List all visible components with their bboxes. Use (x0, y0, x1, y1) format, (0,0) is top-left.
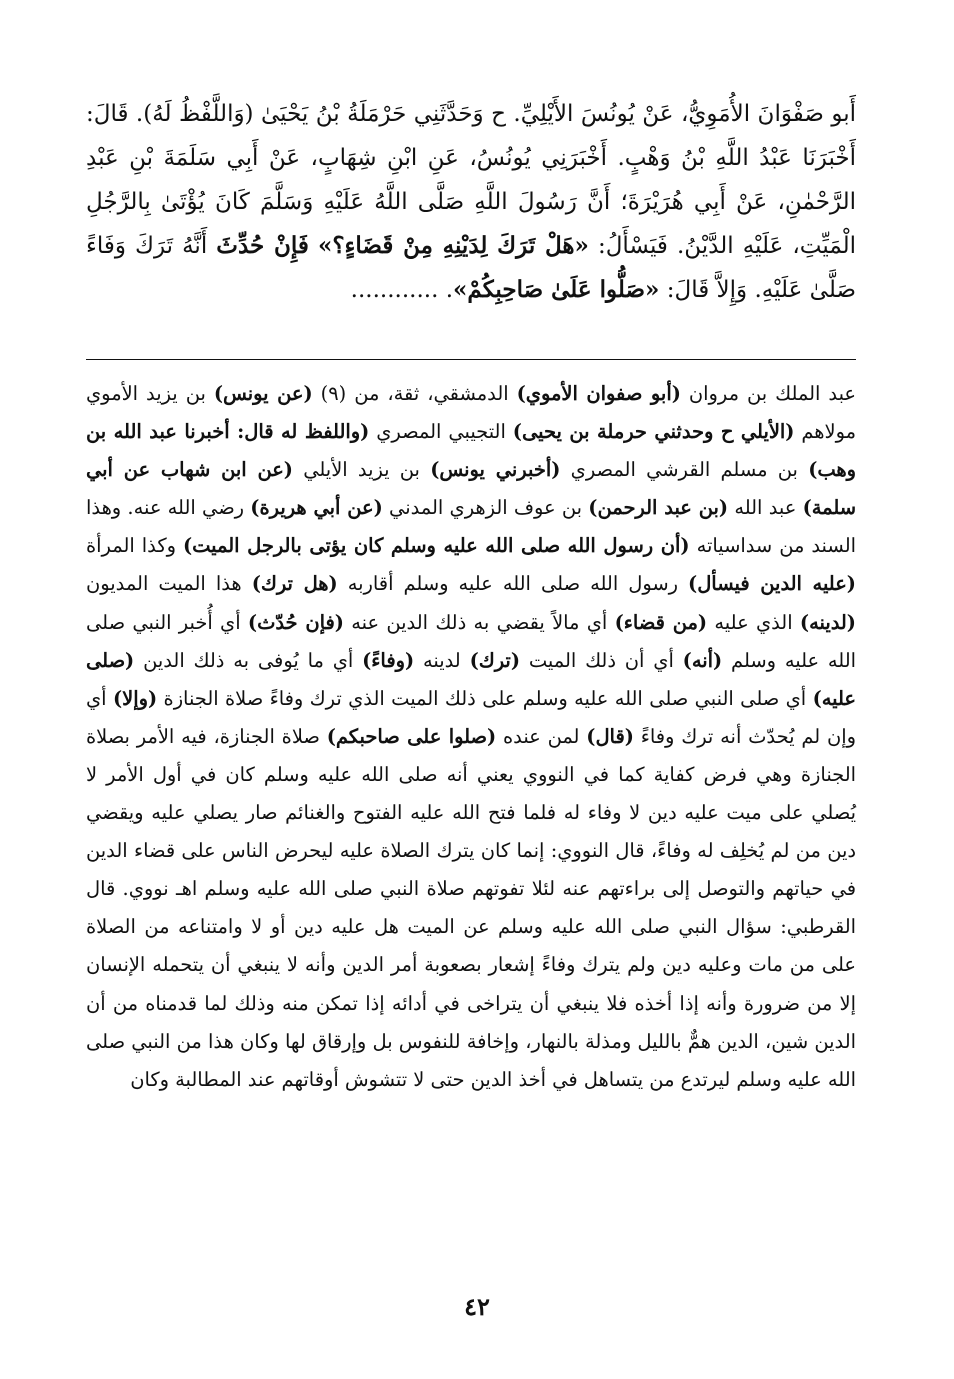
commentary-bold-segment: (هل ترك) (251, 572, 338, 596)
commentary-bold-segment: (صلى عليه) (86, 648, 856, 710)
footnote-separator (86, 359, 856, 360)
commentary-segment: بن مسلم القرشي المصري (560, 458, 809, 482)
commentary-bold-segment: (عن يونس) (213, 382, 313, 405)
hadith-paragraph (86, 92, 856, 312)
commentary-segment: الدمشقي، ثقة، من (٩) (312, 382, 517, 405)
commentary-segment: عبد الملك بن مروان (680, 382, 856, 405)
commentary-bold-segment: (واللفظ له قال: أخبرنا عبد الله بن وهب) (86, 420, 856, 482)
commentary-bold-segment: (ترك) (469, 648, 520, 672)
hadith-bold-segment: «هَلْ تَرَكَ لِدَيْنِهِ مِنْ قَضَاءٍ؟» (317, 232, 589, 259)
commentary-segment: هذا الميت المديون (86, 572, 252, 596)
commentary-bold-segment: (عن ابن شهاب عن أبي سلمة) (86, 458, 857, 520)
commentary-segment: أي مالاً يقضي به ذلك الدين عنه (343, 610, 615, 634)
hadith-segment: أَنَّهُ تَرَكَ وَفَاءً صَلَّىٰ عَلَيْهِ. وَإِلاَّ قَالَ: (86, 233, 856, 303)
commentary-bold-segment: (عن أبي هريرة) (250, 496, 383, 520)
commentary-bold-segment: (صلوا على صاحبكم) (326, 724, 497, 748)
hadith-segment: . ............ (350, 277, 454, 303)
commentary-bold-segment: (أخبرني يونس) (430, 458, 561, 482)
commentary-segment: الذي عليه (707, 610, 800, 634)
commentary-bold-segment: (عليه الدين فيسأل) (688, 572, 856, 596)
commentary-bold-segment: (لدينه) (799, 610, 856, 634)
commentary-bold-segment: (بن عبد الرحمن) (588, 496, 729, 520)
hadith-bold-segment: «صَلُّوا عَلَىٰ صَاحِبِكُمْ» (453, 276, 660, 303)
commentary-bold-segment: (من قضاء) (614, 610, 708, 634)
commentary-segment: رسول الله صلى الله عليه وسلم أقاربه (337, 572, 689, 596)
commentary-bold-segment: (وإلا) (112, 686, 158, 710)
commentary-bold-segment: (الأيلي ح وحدثني حرملة بن يحيى) (512, 420, 795, 444)
commentary-bold-segment: (أن رسول الله صلى الله عليه وسلم كان يؤتى بالرجل الميت) (182, 534, 690, 558)
commentary-segment: أي صلى النبي صلى الله عليه وسلم على ذلك الميت الذي ترك وفاءً صلاة الجنازة (157, 686, 813, 710)
commentary-segment: صلاة الجنازة، فيه الأمر بصلاة الجنازة وهي فرض كفاية كما في النووي يعني أنه صلى الله عليه وسلم كان في أول الأمر لا يُصلي على ميت عليه دين لا وفاء له فلما فتح الله عليه الفتوح والغنائم صار يصلي عليه ويقضي دين من لم يُخلِف له وفاءً، قال النووي: إنما كان يترك الصلاة عليه ليحرض الناس على قضاء الدين في حياتهم والتوصل إلى براءتهم عنه لئلا تفوتهم صلاة النبي صلى الله عليه وسلم اهـ نووي. قال القرطبي: سؤال النبي صلى الله عليه وسلم عن الميت هل عليه دين أو لا وامتناعه من الصلاة على من مات وعليه دين ولم يترك وفاءً إشعار بصعوبة أمر الدين وأنه لا ينبغي أن يتحمله الإنسان إلا من ضرورة وأنه إذا أخذه فلا ينبغي أن يتراخى في أدائه إذا تمكن منه وذلك لما قدمناه من أن الدين شين، الدين همٌّ بالليل ومذلة بالنهار، وإخافة للنفوس بل وإرقاق لها وكان هذا من النبي صلى الله عليه وسلم ليرتدع من يتساهل في أخذ الدين حتى لا تتشوش أوقاتهم عند المطالبة وكان (86, 724, 856, 1091)
commentary-bold-segment: (أنه) (682, 648, 723, 672)
page-number: ٤٢ (464, 1292, 490, 1321)
hadith-segment: أَبو صَفْوَانَ الأُمَوِيُّ، عَنْ يُونُسَ الأَيْلِيِّ. ح وَحَدَّثَنِي حَرْمَلَةُ بْنُ يَحْيَىٰ (وَاللَّفْظُ لَهُ). قَالَ: أَخْبَرَنَا عَبْدُ اللَّهِ بْنُ وَهْبٍ. أَخْبَرَنِي يُونُسُ، عَنِ ابْنِ شِهَابٍ، عَنْ أَبِي سَلَمَةَ بْنِ عَبْدِ الرَّحْمٰنِ، عَنْ أَبِي هُرَيْرَةَ؛ أَنَّ رَسُولَ اللَّهِ صَلَّى اللَّهُ عَلَيْهِ وَسَلَّمَ كَانَ يُؤْتَىٰ بِالرَّجُلِ الْمَيِّتِ، عَلَيْهِ الدَّيْنُ. فَيَسْأَلُ: (86, 101, 857, 259)
hadith-text (86, 92, 856, 312)
commentary-bold-segment: (أبو صفوان الأموي) (516, 382, 681, 405)
commentary-segment: بن عوف الزهري المدني (382, 496, 589, 520)
commentary-segment: لدينه (414, 648, 470, 672)
commentary-segment: أي أن ذلك الميت (520, 648, 683, 672)
commentary-segment: لمن عنده (496, 724, 587, 748)
hadith-bold-segment: فَإِنْ حُدِّثَ (216, 232, 309, 259)
commentary-bold-segment: (فإن حُدّث) (247, 610, 344, 634)
commentary-bold-segment: (وفاءً) (362, 648, 415, 672)
commentary-bold-segment: (قال) (586, 724, 634, 748)
commentary-segment: التجيبي المصري (369, 420, 513, 444)
commentary-segment: رضي الله عنه. وهذا السند من سداسياته (86, 496, 856, 558)
commentary-segment: أي وإن لم يُحدّث أنه ترك وفاءً (86, 686, 856, 748)
commentary-segment: بن يزيد الأيلي (292, 458, 431, 482)
commentary-text (86, 375, 856, 1099)
commentary-segment: أي ما يُوفى به ذلك الدين (134, 648, 363, 672)
commentary-segment: بن يزيد الأموي مولاهم (86, 382, 856, 444)
commentary-paragraph (86, 375, 856, 1099)
commentary-segment: وكذا المرأة (86, 534, 183, 558)
commentary-segment: عبد الله (728, 496, 803, 520)
commentary-segment: أي أُخبر النبي صلى الله عليه وسلم (86, 610, 857, 672)
hadith-segment (309, 233, 318, 259)
